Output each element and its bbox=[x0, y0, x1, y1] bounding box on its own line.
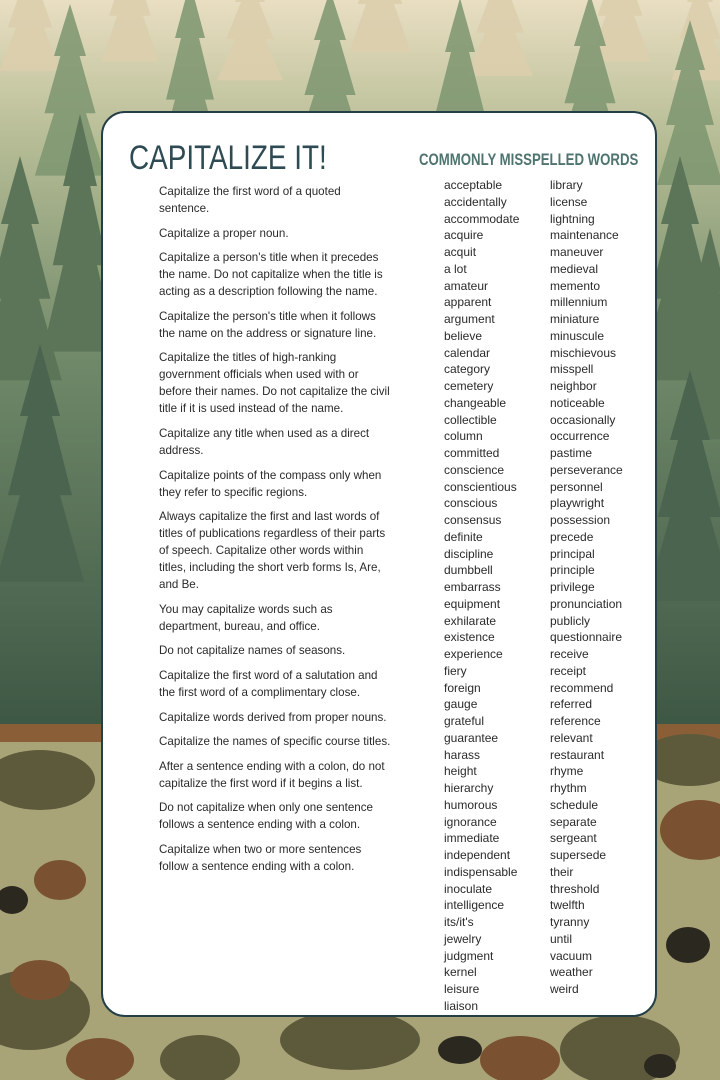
misspelled-word: changeable bbox=[444, 395, 507, 410]
misspelled-word: argument bbox=[444, 312, 495, 326]
misspelled-word: reference bbox=[550, 714, 601, 728]
misspelled-word: a lot bbox=[444, 261, 467, 276]
misspelled-word: conscious bbox=[444, 496, 498, 511]
misspelled-word: supersede bbox=[550, 848, 607, 862]
misspelled-word: cemetery bbox=[444, 379, 494, 393]
misspelled-word: rhythm bbox=[550, 781, 587, 795]
misspelled-word: leisure bbox=[444, 982, 480, 996]
misspelled-word: receipt bbox=[550, 663, 587, 678]
misspelled-word: conscience bbox=[444, 462, 505, 477]
misspelled-word: threshold bbox=[550, 881, 600, 896]
misspelled-word: lightning bbox=[550, 211, 595, 226]
misspelled-word: relevant bbox=[550, 730, 593, 745]
misspelled-word: publicly bbox=[550, 613, 591, 628]
misspelled-word: definite bbox=[444, 529, 483, 544]
rule-item: Do not capitalize when only one sentence follows a sentence ending with a colon. bbox=[159, 801, 373, 832]
misspelled-word: acquire bbox=[444, 228, 484, 243]
misspelled-word: foreign bbox=[444, 680, 481, 695]
misspelled-word: liaison bbox=[444, 998, 479, 1013]
misspelled-word: guarantee bbox=[444, 730, 499, 745]
misspelled-word: inoculate bbox=[444, 881, 493, 896]
misspelled-word: perseverance bbox=[550, 462, 623, 477]
rule-item: Capitalize any title when used as a direct address. bbox=[159, 426, 370, 457]
misspelled-word: column bbox=[444, 429, 483, 444]
rule-item: Capitalize the names of specific course titles. bbox=[159, 735, 391, 749]
misspelled-word: library bbox=[550, 178, 583, 192]
misspelled-word: precede bbox=[550, 529, 594, 544]
misspelled-word: committed bbox=[444, 446, 500, 460]
misspelled-word: independent bbox=[444, 848, 511, 862]
rule-item: Always capitalize the first and last words of titles of publications regardless of their parts of speech. Capitalize other words within titles, including the short verb forms Is, Are, and Be. bbox=[159, 510, 386, 592]
misspelled-word: principle bbox=[550, 563, 595, 578]
misspelled-word: ignorance bbox=[444, 814, 497, 829]
misspelled-word: amateur bbox=[444, 278, 489, 293]
misspelled-word: occasionally bbox=[550, 412, 616, 427]
misspelled-word: license bbox=[550, 194, 588, 209]
misspelled-word: referred bbox=[550, 697, 593, 712]
misspelled-word: collectible bbox=[444, 412, 497, 427]
misspelled-word: memento bbox=[550, 278, 601, 293]
misspelled-word: tyranny bbox=[550, 915, 590, 929]
rule-item: Capitalize when two or more sentences follow a sentence ending with a colon. bbox=[159, 842, 362, 873]
misspelled-word: twelfth bbox=[550, 898, 585, 913]
misspelled-word: misspell bbox=[550, 362, 594, 377]
misspelled-word: privilege bbox=[550, 580, 595, 594]
misspelled-word: acceptable bbox=[444, 178, 503, 192]
misspelled-word: calendar bbox=[444, 345, 491, 360]
misspelled-word: miniature bbox=[550, 312, 600, 326]
misspelled-word: principal bbox=[550, 546, 595, 561]
misspelled-word: occurrence bbox=[550, 429, 610, 444]
rule-item: Capitalize a proper noun. bbox=[159, 226, 289, 240]
misspelled-word: intelligence bbox=[444, 898, 505, 913]
misspelled-word: accidentally bbox=[444, 194, 507, 209]
misspelled-word: discipline bbox=[444, 546, 494, 561]
misspelled-word: schedule bbox=[550, 797, 599, 812]
misspelled-word: rhyme bbox=[550, 764, 584, 779]
rule-item: After a sentence ending with a colon, do not capitalize the first word if it begins a list. bbox=[159, 759, 385, 790]
rule-item: Capitalize points of the compass only when they refer to specific regions. bbox=[159, 468, 382, 499]
misspelled-word: neighbor bbox=[550, 379, 597, 393]
misspelled-word: consensus bbox=[444, 513, 502, 527]
rule-item: Capitalize the person's title when it follows the name on the address or signature line. bbox=[159, 309, 377, 340]
misspelled-word: immediate bbox=[444, 831, 500, 846]
misspelled-word: mischievous bbox=[550, 345, 617, 360]
misspelled-word: their bbox=[550, 864, 574, 879]
rule-item: You may capitalize words such as department, bureau, and office. bbox=[159, 602, 333, 633]
misspelled-word: maintenance bbox=[550, 228, 619, 243]
misspelled-word: embarrass bbox=[444, 580, 501, 594]
misspelled-words-heading: COMMONLY MISSPELLED WORDS bbox=[419, 151, 639, 169]
rule-item: Capitalize a person's title when it precedes the name. Do not capitalize when the title is acting as a description following the name. bbox=[159, 251, 383, 299]
misspelled-word: separate bbox=[550, 814, 597, 829]
misspelled-word: experience bbox=[444, 647, 503, 661]
misspelled-word: pastime bbox=[550, 446, 593, 460]
misspelled-word: minuscule bbox=[550, 328, 605, 343]
misspelled-word: maneuver bbox=[550, 245, 604, 259]
misspelled-words-column-1 bbox=[444, 177, 519, 1015]
page-title: CAPITALIZE IT! bbox=[129, 139, 327, 177]
rule-item: Capitalize words derived from proper nouns. bbox=[159, 710, 387, 724]
misspelled-word: indispensable bbox=[444, 864, 518, 879]
misspelled-words-column-2 bbox=[550, 177, 623, 998]
misspelled-word: medieval bbox=[550, 261, 599, 276]
misspelled-word: millennium bbox=[550, 295, 608, 310]
misspelled-word: weather bbox=[550, 965, 593, 980]
misspelled-word: kernel bbox=[444, 965, 477, 980]
capitalization-rules-list bbox=[159, 183, 391, 883]
misspelled-word: judgment bbox=[444, 948, 494, 963]
misspelled-word: height bbox=[444, 764, 477, 779]
rule-item: Capitalize the first word of a salutation and the first word of a complimentary close. bbox=[159, 668, 378, 699]
rule-item: Capitalize the titles of high-ranking government officials when used with or before their names. Do not capitalize the civil title if it is used instead of the name. bbox=[159, 351, 390, 416]
misspelled-word: weird bbox=[550, 982, 579, 996]
misspelled-word: pronunciation bbox=[550, 596, 623, 611]
misspelled-word: personnel bbox=[550, 479, 603, 494]
misspelled-word: believe bbox=[444, 328, 483, 343]
misspelled-word: harass bbox=[444, 747, 481, 762]
misspelled-word: exhilarate bbox=[444, 613, 497, 628]
content-card bbox=[101, 111, 657, 1017]
misspelled-word: playwright bbox=[550, 496, 605, 511]
misspelled-word: conscientious bbox=[444, 479, 517, 494]
misspelled-word: sergeant bbox=[550, 831, 597, 846]
misspelled-word: category bbox=[444, 362, 491, 377]
misspelled-word: accommodate bbox=[444, 211, 520, 226]
misspelled-word: questionnaire bbox=[550, 630, 623, 645]
misspelled-word: existence bbox=[444, 630, 495, 645]
misspelled-word: noticeable bbox=[550, 395, 605, 410]
misspelled-word: gauge bbox=[444, 697, 478, 712]
misspelled-word: recommend bbox=[550, 680, 614, 695]
rule-item: Do not capitalize names of seasons. bbox=[159, 644, 346, 658]
misspelled-word: acquit bbox=[444, 245, 477, 259]
misspelled-word: equipment bbox=[444, 596, 501, 611]
misspelled-word: dumbbell bbox=[444, 563, 493, 578]
misspelled-word: hierarchy bbox=[444, 781, 494, 795]
misspelled-word: vacuum bbox=[550, 948, 593, 963]
misspelled-word: humorous bbox=[444, 797, 498, 812]
misspelled-word: receive bbox=[550, 647, 589, 661]
misspelled-word: its/it's bbox=[444, 915, 474, 929]
misspelled-word: apparent bbox=[444, 295, 492, 310]
misspelled-word: fiery bbox=[444, 663, 467, 678]
misspelled-word: until bbox=[550, 931, 573, 946]
misspelled-word: restaurant bbox=[550, 747, 605, 762]
misspelled-word: jewelry bbox=[444, 931, 482, 946]
misspelled-word: grateful bbox=[444, 714, 485, 728]
rule-item: Capitalize the first word of a quoted sentence. bbox=[159, 185, 341, 215]
misspelled-word: possession bbox=[550, 513, 611, 527]
